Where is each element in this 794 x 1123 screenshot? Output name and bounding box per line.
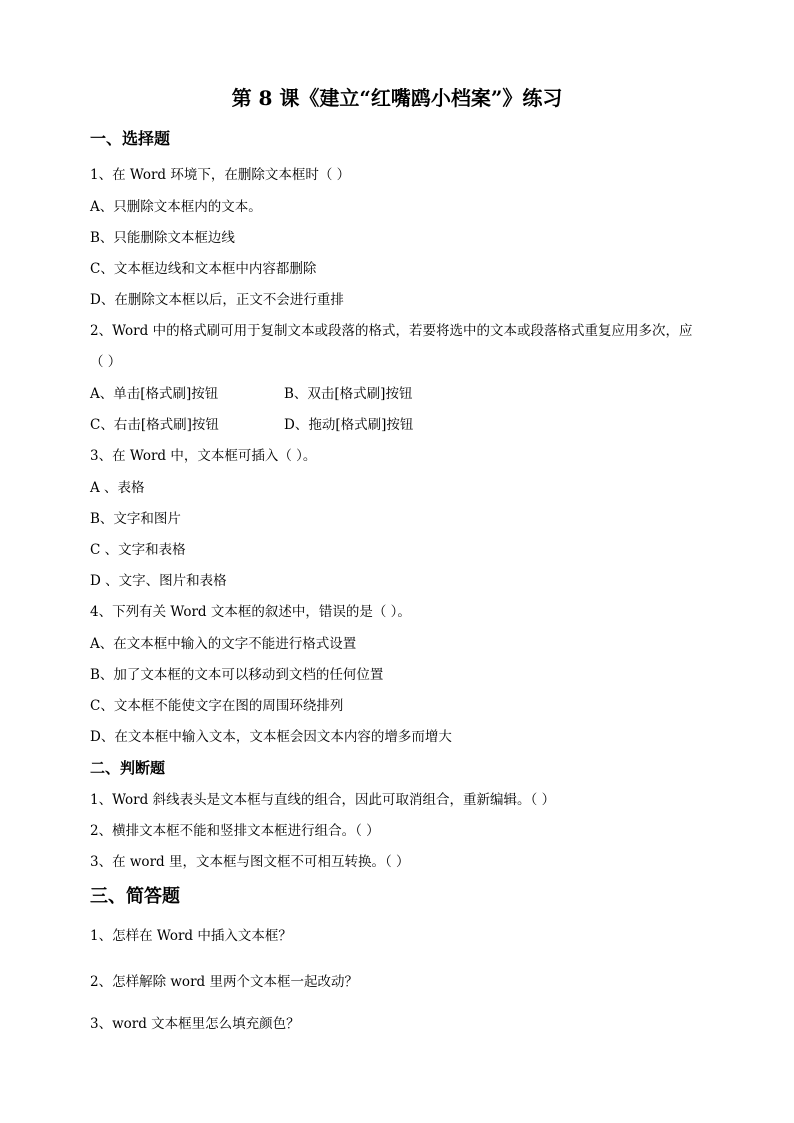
q2-option-a: A、单击[格式刷]按钮 xyxy=(90,386,219,402)
section-short-heading: 三、简答题 xyxy=(90,886,180,907)
q2-stem: 2、Word 中的格式刷可用于复制文本或段落的格式，若要将选中的文本或段落格式重复应用多次，应 xyxy=(90,323,693,339)
judge-item-1: 1、Word 斜线表头是文本框与直线的组合，因此可取消组合，重新编辑。（ ） xyxy=(90,792,556,808)
q4-option-c: C、文本框不能使文字在图的周围环绕排列 xyxy=(90,698,344,714)
q2-option-d: D、拖动[格式刷]按钮 xyxy=(284,417,414,433)
q1-stem: 1、在 Word 环境下，在删除文本框时（ ） xyxy=(90,167,351,183)
q2-stem-continued: （ ） xyxy=(90,354,122,370)
section-choice-heading: 一、选择题 xyxy=(90,129,171,148)
section-judge-heading: 二、判断题 xyxy=(90,759,166,777)
q1-option-d: D、在删除文本框以后，正文不会进行重排 xyxy=(90,292,344,308)
q2-option-b: B、双击[格式刷]按钮 xyxy=(284,386,413,402)
short-question-2: 2、怎样解除 word 里两个文本框一起改动？ xyxy=(90,974,358,990)
q3-option-b: B、文字和图片 xyxy=(90,511,181,527)
q3-stem: 3、在 Word 中，文本框可插入（ ）。 xyxy=(90,448,317,464)
q4-option-b: B、加了文本框的文本可以移动到文档的任何位置 xyxy=(90,667,384,683)
short-question-3: 3、word 文本框里怎么填充颜色？ xyxy=(90,1016,300,1032)
q4-option-a: A、在文本框中输入的文字不能进行格式设置 xyxy=(90,636,357,652)
document-title: 第 8 课《建立“红嘴鸥小档案”》练习 xyxy=(231,86,563,110)
short-question-1: 1、怎样在 Word 中插入文本框？ xyxy=(90,928,292,944)
q1-option-c: C、文本框边线和文本框中内容都删除 xyxy=(90,261,317,277)
q2-option-c: C、右击[格式刷]按钮 xyxy=(90,417,219,433)
judge-item-3: 3、在 word 里，文本框与图文框不可相互转换。（ ） xyxy=(90,854,410,870)
q4-stem: 4、下列有关 Word 文本框的叙述中，错误的是（ ）。 xyxy=(90,604,411,620)
q3-option-a: A 、表格 xyxy=(90,480,145,496)
q3-option-c: C 、文字和表格 xyxy=(90,542,186,558)
q1-option-b: B、只能删除文本框边线 xyxy=(90,230,235,246)
q3-option-d: D 、文字、图片和表格 xyxy=(90,573,227,589)
judge-item-2: 2、横排文本框不能和竖排文本框进行组合。（ ） xyxy=(90,823,380,839)
q1-option-a: A、只删除文本框内的文本。 xyxy=(90,199,262,215)
q4-option-d: D、在文本框中输入文本，文本框会因文本内容的增多而增大 xyxy=(90,729,452,745)
